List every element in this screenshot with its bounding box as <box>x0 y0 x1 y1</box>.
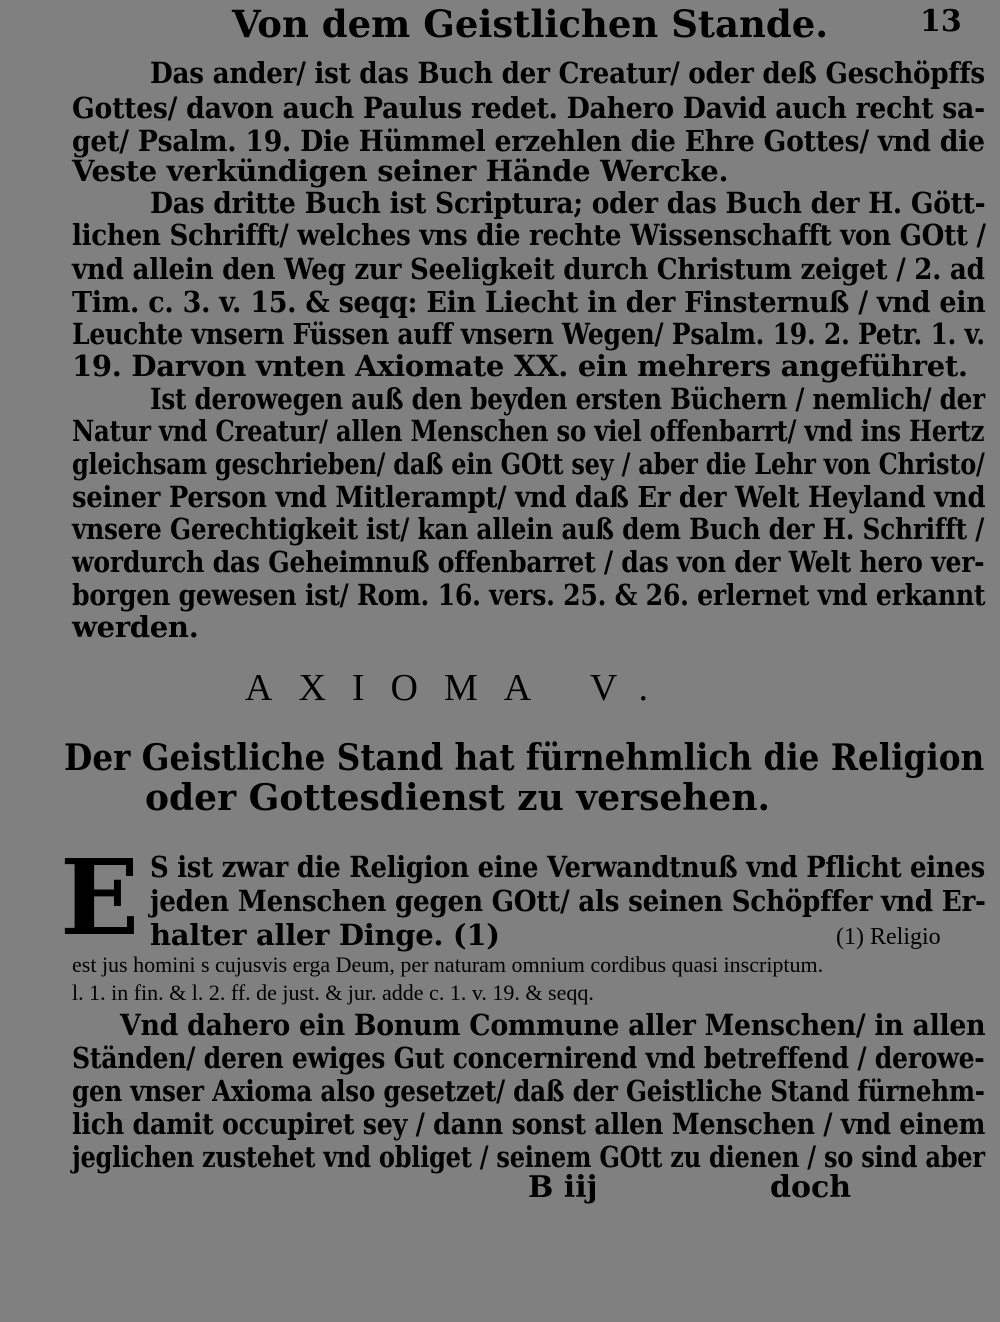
text-line: Tim. c. 3. v. 15. & seqq: Ein Liecht in der Finsternuß / vnd ein <box>72 285 986 319</box>
text-line: Das dritte Buch ist Scriptura; oder das Buch der H. Gött- <box>150 186 986 220</box>
text-line: gen vnser Axioma also gesetzet/ daß der Geistliche Stand fürnehm- <box>72 1074 985 1108</box>
text-line: get/ Psalm. 19. Die Hümmel erzehlen die Ehre Gottes/ vnd die <box>72 124 985 158</box>
text-line: lichen Schrifft/ welches vns die rechte Wissenschafft von GOtt / <box>72 218 986 252</box>
margin-note: (1) Religio <box>836 924 941 950</box>
drop-cap: E <box>60 836 140 959</box>
text-line: jeden Menschen gegen GOtt/ als seinen Schöpffer vnd Er- <box>150 884 986 918</box>
footnote-line: l. 1. in fin. & l. 2. ff. de just. & jur. adde c. 1. v. 19. & seqq. <box>72 980 594 1005</box>
text-line: Leuchte vnsern Füssen auff vnsern Wegen/ Psalm. 19. 2. Petr. 1. v. <box>72 317 985 351</box>
page-number: 13 <box>920 4 962 39</box>
text-line: seiner Person vnd Mitlerampt/ vnd daß Er der Welt Heyland vnd <box>72 480 986 514</box>
text-line: Ist derowegen auß den beyden ersten Büchern / nemlich/ der <box>150 382 985 416</box>
text-line: vnsere Gerechtigkeit ist/ kan allein auß dem Buch der H. Schrifft / <box>72 512 985 546</box>
text-line: Veste verkündigen seiner Hände Wercke. <box>72 154 729 188</box>
footnote-line: est jus homini s cujusvis erga Deum, per naturam omnium cordibus quasi inscriptum. <box>72 952 824 977</box>
text-line: werden. <box>72 610 199 644</box>
text-line: wordurch das Geheimnuß offenbarret / das von der Welt hero ver- <box>72 545 985 579</box>
text-line: vnd allein den Weg zur Seeligkeit durch Christum zeiget / 2. ad <box>72 252 985 286</box>
text-line: halter aller Dinge. (1) <box>150 918 500 952</box>
text-line: borgen gewesen ist/ Rom. 16. vers. 25. & 26. erlernet vnd erkannt <box>72 578 986 612</box>
text-line: jeglichen zustehet vnd obliget / seinem GOtt zu dienen / so sind aber <box>72 1140 985 1174</box>
axiom-subtitle-line1: Der Geistliche Stand hat fürnehmlich die Religion <box>64 737 985 779</box>
text-line: Gottes/ davon auch Paulus redet. Dahero David auch recht sa- <box>72 91 985 125</box>
signature-mark: B iij <box>528 1170 598 1205</box>
text-line: Vnd dahero ein Bonum Commune aller Menschen/ in allen <box>120 1008 986 1042</box>
text-line: 19. Darvon vnten Axiomate XX. ein mehrers angeführet. <box>72 349 968 383</box>
text-line: gleichsam geschrieben/ daß ein GOtt sey / aber die Lehr von Christo/ <box>72 447 985 481</box>
catchword: doch <box>770 1170 852 1205</box>
text-line: Natur vnd Creatur/ allen Menschen so viel offenbarrt/ vnd ins Hertz <box>72 414 985 448</box>
text-line: Das ander/ ist das Buch der Creatur/ oder deß Geschöpffs <box>150 56 985 90</box>
running-title: Von dem Geistlichen Stande. <box>232 2 829 46</box>
axiom-subtitle-line2: oder Gottesdienst zu versehen. <box>145 777 771 819</box>
text-line: S ist zwar die Religion eine Verwandtnuß vnd Pflicht eines <box>150 850 985 884</box>
text-line: Ständen/ deren ewiges Gut concernirend vnd betreffend / derowe- <box>72 1041 985 1075</box>
axiom-title: AXIOMA V. <box>245 667 674 709</box>
text-line: lich damit occupiret sey / dann sonst allen Menschen / vnd einem <box>72 1107 986 1141</box>
